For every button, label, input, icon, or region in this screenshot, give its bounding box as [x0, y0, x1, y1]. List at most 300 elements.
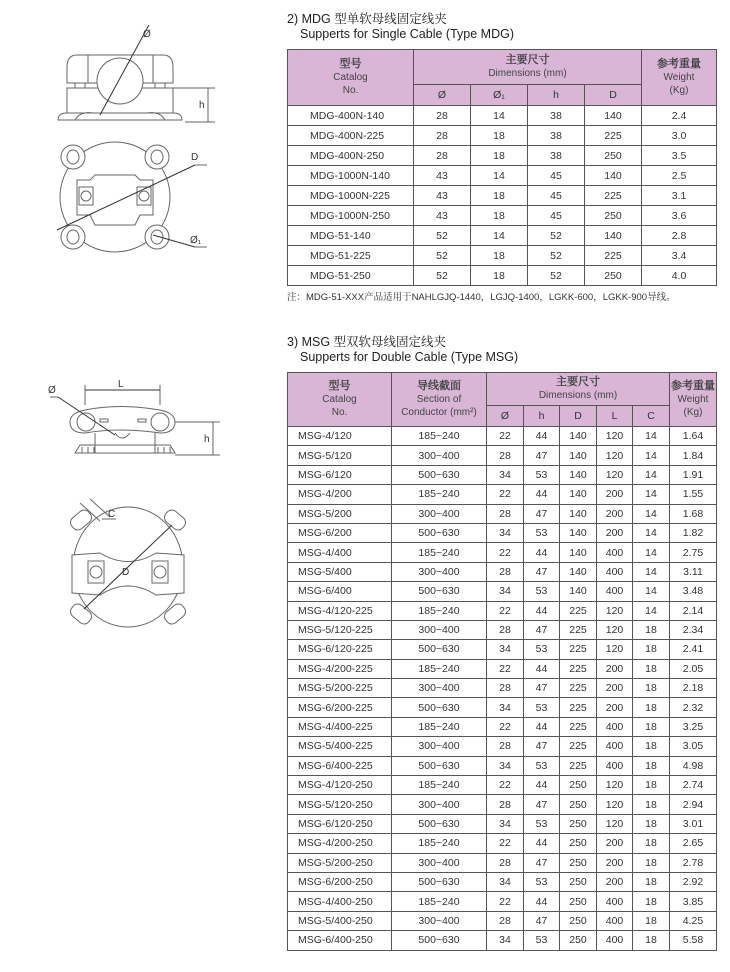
table-row [288, 659, 717, 678]
table-row [288, 698, 717, 717]
table-row [288, 146, 717, 166]
msg-section-title: 3) MSG 型双软母线固定线夹 [287, 335, 447, 349]
table-cell: 4.25 [670, 911, 717, 930]
table-cell: 18 [633, 834, 670, 853]
table-cell: 44 [524, 659, 560, 678]
table-cell: 3.25 [670, 717, 717, 736]
catalog-cell: MSG-6/120-250 [288, 814, 392, 833]
mdg-dia1-label: Ø₁ [190, 235, 202, 246]
table-row [288, 620, 717, 639]
table-cell: 14 [633, 446, 670, 465]
table-cell: 3.4 [642, 246, 717, 266]
msg-spec-table [287, 372, 717, 951]
catalog-cell: MSG-6/400-225 [288, 756, 392, 775]
table-cell: 120 [597, 776, 633, 795]
table-row [288, 126, 717, 146]
table-cell: 300~400 [392, 795, 487, 814]
catalog-cell: MSG-4/120-250 [288, 776, 392, 795]
table-cell: 28 [487, 679, 524, 698]
table-cell: 14 [633, 523, 670, 542]
table-cell: 44 [524, 427, 560, 446]
table-cell: 3.1 [642, 186, 717, 206]
table-cell: 185~240 [392, 892, 487, 911]
catalog-cell: MSG-6/200-250 [288, 872, 392, 891]
table-cell: 45 [528, 206, 585, 226]
table-cell: 200 [597, 504, 633, 523]
catalog-cell: MSG-6/400 [288, 582, 392, 601]
table-cell: 500~630 [392, 582, 487, 601]
table-row [288, 776, 717, 795]
table-cell: 53 [524, 814, 560, 833]
table-cell: 250 [585, 146, 642, 166]
catalog-cell: MSG-4/200 [288, 485, 392, 504]
table-row [288, 834, 717, 853]
table-cell: 225 [560, 640, 597, 659]
table-row [288, 640, 717, 659]
table-cell: 34 [487, 582, 524, 601]
catalog-cell: MSG-4/120 [288, 427, 392, 446]
table-cell: 185~240 [392, 601, 487, 620]
col-C: C [633, 406, 670, 427]
table-cell: 2.18 [670, 679, 717, 698]
table-cell: 120 [597, 427, 633, 446]
table-cell: 43 [414, 186, 471, 206]
table-cell: 14 [633, 601, 670, 620]
msg-L-label: L [118, 379, 124, 390]
catalog-cell: MDG-51-225 [288, 246, 414, 266]
table-cell: 200 [597, 523, 633, 542]
table-cell: 2.74 [670, 776, 717, 795]
table-cell: 45 [528, 166, 585, 186]
catalog-cell: MDG-1000N-250 [288, 206, 414, 226]
catalog-cell: MDG-400N-225 [288, 126, 414, 146]
mdg-h-label: h [199, 100, 205, 111]
table-cell: 44 [524, 601, 560, 620]
table-cell: 34 [487, 872, 524, 891]
table-cell: 3.48 [670, 582, 717, 601]
table-cell: 185~240 [392, 485, 487, 504]
table-cell: 140 [585, 166, 642, 186]
table-cell: 18 [633, 892, 670, 911]
table-cell: 2.05 [670, 659, 717, 678]
table-cell: 120 [597, 814, 633, 833]
table-cell: 250 [560, 892, 597, 911]
table-cell: 22 [487, 776, 524, 795]
table-cell: 300~400 [392, 562, 487, 581]
mdg-top-view-drawing [45, 135, 215, 260]
dimensions-header: 主要尺寸 Dimensions (mm) [487, 373, 670, 406]
catalog-cell: MSG-5/200-250 [288, 853, 392, 872]
table-cell: 47 [524, 679, 560, 698]
catalog-cell: MDG-400N-140 [288, 106, 414, 126]
table-cell: 300~400 [392, 679, 487, 698]
table-cell: 18 [633, 853, 670, 872]
catalog-header: 型号 Catalog No. [288, 50, 414, 106]
table-cell: 18 [633, 679, 670, 698]
table-cell: 225 [560, 737, 597, 756]
table-cell: 18 [633, 620, 670, 639]
table-cell: 300~400 [392, 446, 487, 465]
table-cell: 250 [560, 853, 597, 872]
table-cell: 400 [597, 892, 633, 911]
table-cell: 18 [633, 911, 670, 930]
table-cell: 2.5 [642, 166, 717, 186]
table-cell: 225 [585, 186, 642, 206]
table-cell: 28 [487, 562, 524, 581]
table-cell: 18 [633, 640, 670, 659]
table-cell: 1.82 [670, 523, 717, 542]
table-cell: 47 [524, 446, 560, 465]
table-row [288, 504, 717, 523]
table-cell: 28 [414, 146, 471, 166]
table-row [288, 186, 717, 206]
catalog-cell: MSG-6/120-225 [288, 640, 392, 659]
table-cell: 2.78 [670, 853, 717, 872]
table-cell: 18 [633, 795, 670, 814]
catalog-cell: MDG-51-250 [288, 266, 414, 286]
mdg-footnote: 注：MDG-51-XXX产品适用于NAHLGJQ-1440，LGJQ-1400，LGKK-600，LGKK-900导线。 [287, 292, 676, 303]
table-cell: 28 [487, 504, 524, 523]
table-cell: 400 [597, 911, 633, 930]
table-cell: 34 [487, 465, 524, 484]
table-cell: 500~630 [392, 814, 487, 833]
mdg-D-label: D [191, 152, 199, 163]
table-cell: 52 [414, 226, 471, 246]
table-row [288, 795, 717, 814]
table-cell: 28 [414, 106, 471, 126]
table-row [288, 106, 717, 126]
table-row [288, 523, 717, 542]
table-cell: 1.68 [670, 504, 717, 523]
table-cell: 2.75 [670, 543, 717, 562]
table-cell: 18 [633, 814, 670, 833]
table-cell: 18 [633, 698, 670, 717]
table-cell: 18 [471, 266, 528, 286]
table-cell: 140 [560, 543, 597, 562]
table-row [288, 911, 717, 930]
table-cell: 43 [414, 206, 471, 226]
table-cell: 53 [524, 523, 560, 542]
table-cell: 14 [633, 465, 670, 484]
table-cell: 225 [585, 126, 642, 146]
dimensions-header: 主要尺寸 Dimensions (mm) [414, 50, 642, 85]
table-row [288, 582, 717, 601]
table-cell: 45 [528, 186, 585, 206]
table-cell: 300~400 [392, 911, 487, 930]
table-row [288, 872, 717, 891]
table-cell: 28 [487, 620, 524, 639]
table-cell: 120 [597, 640, 633, 659]
table-cell: 18 [633, 872, 670, 891]
table-cell: 3.6 [642, 206, 717, 226]
mdg-spec-table [287, 49, 717, 286]
table-cell: 28 [487, 737, 524, 756]
catalog-cell: MDG-51-140 [288, 226, 414, 246]
table-cell: 3.01 [670, 814, 717, 833]
table-cell: 2.34 [670, 620, 717, 639]
table-cell: 18 [633, 737, 670, 756]
table-row [288, 543, 717, 562]
table-cell: 18 [471, 126, 528, 146]
table-cell: 4.98 [670, 756, 717, 775]
mdg-side-view-drawing [55, 25, 235, 125]
table-cell: 120 [597, 601, 633, 620]
table-cell: 2.41 [670, 640, 717, 659]
catalog-cell: MDG-400N-250 [288, 146, 414, 166]
table-cell: 44 [524, 834, 560, 853]
table-cell: 500~630 [392, 523, 487, 542]
table-cell: 18 [633, 717, 670, 736]
table-cell: 22 [487, 543, 524, 562]
table-cell: 44 [524, 892, 560, 911]
table-cell: 185~240 [392, 834, 487, 853]
weight-header: 参考重量 Weight (Kg) [642, 50, 717, 106]
table-cell: 1.84 [670, 446, 717, 465]
msg-C-label: C [108, 509, 116, 520]
table-cell: 400 [597, 717, 633, 736]
table-cell: 38 [528, 146, 585, 166]
catalog-cell: MSG-5/120 [288, 446, 392, 465]
table-cell: 34 [487, 931, 524, 950]
table-cell: 28 [487, 853, 524, 872]
catalog-header: 型号 Catalog No. [288, 373, 392, 427]
table-row [288, 206, 717, 226]
table-cell: 200 [597, 853, 633, 872]
table-cell: 52 [528, 226, 585, 246]
table-cell: 14 [633, 504, 670, 523]
col-h: h [528, 85, 585, 106]
msg-dia-label: Ø [48, 385, 56, 396]
table-row [288, 717, 717, 736]
table-row [288, 166, 717, 186]
table-cell: 225 [560, 717, 597, 736]
catalog-cell: MSG-5/400-250 [288, 911, 392, 930]
table-cell: 18 [471, 246, 528, 266]
table-row [288, 814, 717, 833]
table-cell: 43 [414, 166, 471, 186]
catalog-cell: MSG-4/400-250 [288, 892, 392, 911]
table-cell: 53 [524, 872, 560, 891]
table-cell: 47 [524, 737, 560, 756]
table-row [288, 266, 717, 286]
table-cell: 250 [560, 911, 597, 930]
col-D: D [585, 85, 642, 106]
table-cell: 2.14 [670, 601, 717, 620]
table-row [288, 485, 717, 504]
table-cell: 300~400 [392, 853, 487, 872]
table-cell: 47 [524, 911, 560, 930]
catalog-cell: MSG-5/200 [288, 504, 392, 523]
table-cell: 140 [560, 485, 597, 504]
col-L: L [597, 406, 633, 427]
table-cell: 185~240 [392, 776, 487, 795]
table-cell: 400 [597, 756, 633, 775]
table-cell: 185~240 [392, 543, 487, 562]
table-row [288, 446, 717, 465]
table-cell: 2.94 [670, 795, 717, 814]
table-row [288, 756, 717, 775]
table-cell: 1.64 [670, 427, 717, 446]
table-cell: 200 [597, 485, 633, 504]
col-dia1: Ø₁ [471, 85, 528, 106]
table-cell: 200 [597, 834, 633, 853]
table-cell: 225 [560, 620, 597, 639]
catalog-cell: MSG-6/120 [288, 465, 392, 484]
catalog-cell: MSG-6/400-250 [288, 931, 392, 950]
table-cell: 225 [560, 601, 597, 620]
table-cell: 44 [524, 717, 560, 736]
table-cell: 53 [524, 931, 560, 950]
table-cell: 225 [560, 659, 597, 678]
table-cell: 47 [524, 795, 560, 814]
table-cell: 500~630 [392, 872, 487, 891]
table-cell: 140 [560, 446, 597, 465]
table-cell: 500~630 [392, 756, 487, 775]
table-cell: 53 [524, 465, 560, 484]
table-row [288, 931, 717, 950]
table-cell: 18 [633, 931, 670, 950]
table-cell: 38 [528, 126, 585, 146]
table-cell: 53 [524, 756, 560, 775]
table-cell: 300~400 [392, 504, 487, 523]
table-cell: 140 [560, 504, 597, 523]
table-cell: 28 [487, 795, 524, 814]
col-dia: Ø [414, 85, 471, 106]
mdg-section-title: 2) MDG 型单软母线固定线夹 [287, 12, 447, 26]
table-cell: 250 [560, 931, 597, 950]
mdg-dia-label: Ø [143, 29, 151, 40]
table-cell: 52 [414, 246, 471, 266]
catalog-cell: MSG-4/200-225 [288, 659, 392, 678]
section-header: 导线截面 Section of Conductor (mm²) [392, 373, 487, 427]
table-cell: 3.0 [642, 126, 717, 146]
table-cell: 18 [471, 186, 528, 206]
table-cell: 200 [597, 679, 633, 698]
table-cell: 14 [633, 543, 670, 562]
table-cell: 2.92 [670, 872, 717, 891]
catalog-cell: MSG-6/200 [288, 523, 392, 542]
table-cell: 28 [414, 126, 471, 146]
table-cell: 225 [585, 246, 642, 266]
table-cell: 14 [471, 166, 528, 186]
table-cell: 225 [560, 679, 597, 698]
msg-section-subtitle: Supperts for Double Cable (Type MSG) [300, 350, 519, 364]
table-cell: 250 [560, 776, 597, 795]
table-cell: 400 [597, 543, 633, 562]
table-cell: 22 [487, 717, 524, 736]
catalog-cell: MSG-4/120-225 [288, 601, 392, 620]
msg-side-view-drawing [40, 375, 230, 465]
catalog-cell: MDG-1000N-140 [288, 166, 414, 186]
table-row [288, 427, 717, 446]
catalog-cell: MSG-5/400-225 [288, 737, 392, 756]
table-cell: 22 [487, 834, 524, 853]
table-cell: 14 [471, 106, 528, 126]
table-cell: 18 [633, 659, 670, 678]
table-cell: 47 [524, 562, 560, 581]
table-cell: 47 [524, 504, 560, 523]
catalog-cell: MSG-5/120-250 [288, 795, 392, 814]
table-cell: 250 [560, 834, 597, 853]
table-cell: 53 [524, 582, 560, 601]
table-cell: 44 [524, 485, 560, 504]
catalog-cell: MSG-5/200-225 [288, 679, 392, 698]
table-cell: 47 [524, 853, 560, 872]
weight-header: 参考重量 Weight (Kg) [670, 373, 717, 427]
table-cell: 500~630 [392, 931, 487, 950]
table-cell: 200 [597, 659, 633, 678]
table-cell: 225 [560, 698, 597, 717]
msg-D-label: D [122, 567, 130, 578]
table-cell: 4.0 [642, 266, 717, 286]
table-cell: 34 [487, 698, 524, 717]
catalog-cell: MSG-4/400 [288, 543, 392, 562]
table-row [288, 679, 717, 698]
table-cell: 250 [560, 814, 597, 833]
table-cell: 22 [487, 601, 524, 620]
table-cell: 18 [633, 776, 670, 795]
table-cell: 3.85 [670, 892, 717, 911]
table-cell: 120 [597, 795, 633, 814]
msg-top-view-drawing [60, 495, 200, 635]
table-cell: 34 [487, 523, 524, 542]
table-cell: 140 [560, 523, 597, 542]
table-cell: 500~630 [392, 640, 487, 659]
msg-h-label: h [204, 434, 210, 445]
table-cell: 300~400 [392, 620, 487, 639]
table-cell: 2.65 [670, 834, 717, 853]
table-cell: 400 [597, 737, 633, 756]
table-cell: 14 [633, 562, 670, 581]
table-row [288, 853, 717, 872]
table-cell: 185~240 [392, 427, 487, 446]
table-cell: 250 [560, 795, 597, 814]
table-cell: 140 [560, 562, 597, 581]
table-cell: 400 [597, 562, 633, 581]
table-cell: 52 [414, 266, 471, 286]
table-cell: 3.5 [642, 146, 717, 166]
table-cell: 18 [633, 756, 670, 775]
table-cell: 1.55 [670, 485, 717, 504]
table-cell: 250 [585, 206, 642, 226]
table-cell: 500~630 [392, 465, 487, 484]
table-cell: 34 [487, 640, 524, 659]
table-cell: 2.32 [670, 698, 717, 717]
table-cell: 120 [597, 446, 633, 465]
catalog-cell: MSG-5/120-225 [288, 620, 392, 639]
table-cell: 53 [524, 698, 560, 717]
table-cell: 400 [597, 582, 633, 601]
catalog-cell: MSG-4/200-250 [288, 834, 392, 853]
table-cell: 34 [487, 756, 524, 775]
table-cell: 53 [524, 640, 560, 659]
table-cell: 140 [560, 465, 597, 484]
table-row [288, 892, 717, 911]
table-cell: 120 [597, 620, 633, 639]
table-cell: 185~240 [392, 717, 487, 736]
table-row [288, 562, 717, 581]
table-cell: 44 [524, 776, 560, 795]
table-cell: 14 [633, 427, 670, 446]
mdg-section-subtitle: Supperts for Single Cable (Type MDG) [300, 27, 514, 41]
table-cell: 3.11 [670, 562, 717, 581]
table-cell: 52 [528, 266, 585, 286]
table-cell: 185~240 [392, 659, 487, 678]
table-cell: 1.91 [670, 465, 717, 484]
catalog-cell: MSG-4/400-225 [288, 717, 392, 736]
table-row [288, 465, 717, 484]
table-cell: 200 [597, 698, 633, 717]
